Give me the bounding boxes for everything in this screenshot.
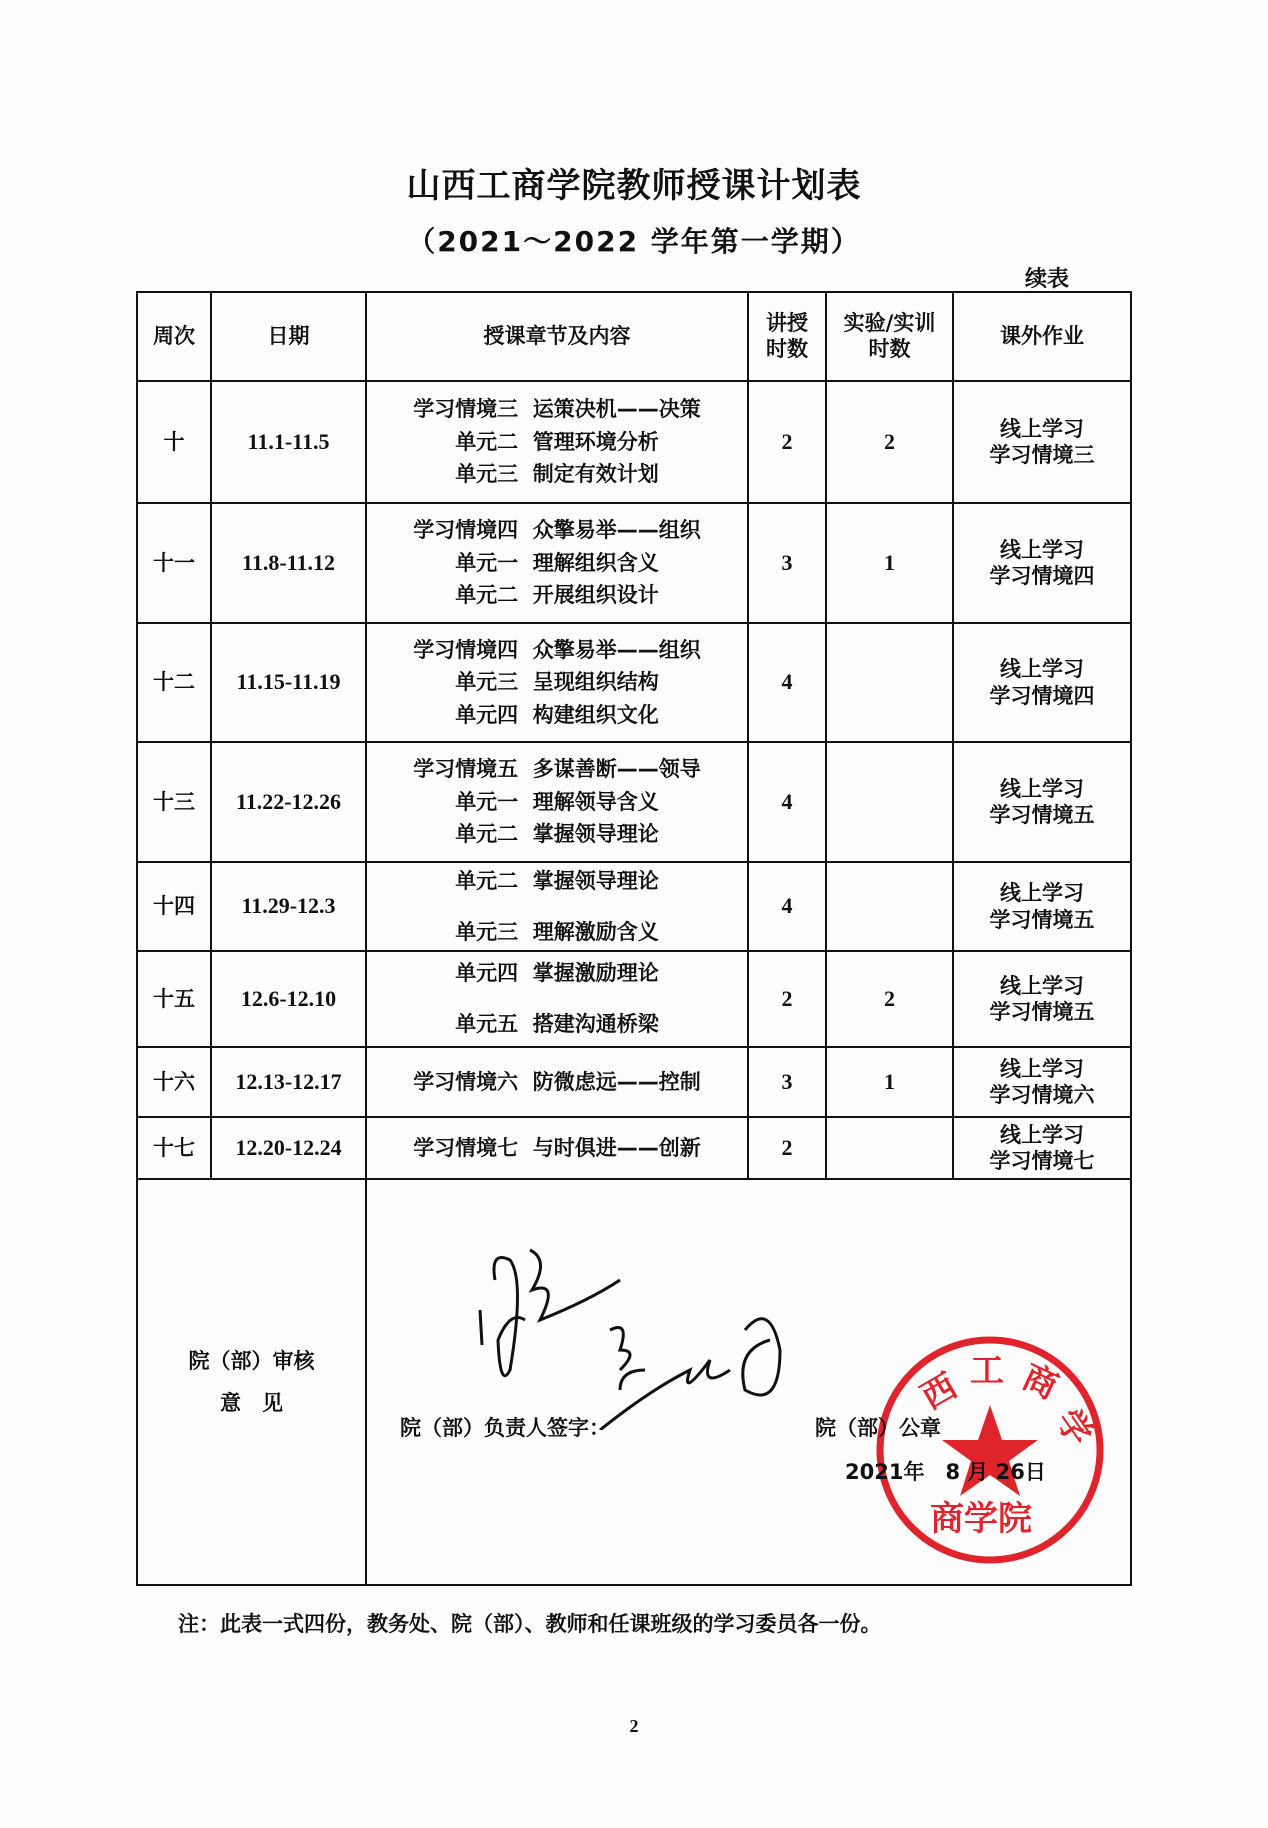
table-row bbox=[137, 623, 1131, 742]
content-line: 单元三 制定有效计划 bbox=[455, 462, 659, 487]
content-line: 单元五 搭建沟通桥梁 bbox=[455, 1012, 659, 1036]
date-cell: 12.6-12.10 bbox=[211, 951, 366, 1047]
table-row bbox=[137, 1047, 1131, 1117]
lab-hours-cell: 1 bbox=[826, 1047, 953, 1117]
content-line: 学习情境六 防微虑远——控制 bbox=[413, 1069, 701, 1094]
continued-label: 续表 bbox=[1025, 267, 1070, 292]
svg-text:西: 西 bbox=[914, 1366, 964, 1418]
homework-line: 学习情境五 bbox=[989, 907, 1095, 932]
homework-cell bbox=[953, 862, 1131, 951]
homework-line: 线上学习 bbox=[1000, 1056, 1084, 1081]
homework-line: 学习情境四 bbox=[989, 683, 1095, 708]
homework-line: 学习情境三 bbox=[989, 443, 1095, 467]
content-line: 单元三 呈现组织结构 bbox=[455, 670, 659, 695]
date-cell: 12.20-12.24 bbox=[211, 1117, 366, 1179]
header-lab-hours: 实验/实训 时数 bbox=[826, 292, 953, 381]
homework-line: 线上学习 bbox=[1000, 416, 1084, 441]
week-cell: 十六 bbox=[137, 1047, 211, 1117]
content-line: 单元一 理解组织含义 bbox=[455, 550, 659, 575]
week-cell: 十三 bbox=[137, 742, 211, 862]
header-row bbox=[137, 292, 1131, 381]
homework-line: 线上学习 bbox=[1000, 1122, 1084, 1147]
svg-text:商: 商 bbox=[1016, 1356, 1064, 1408]
lab-hours-cell bbox=[826, 862, 953, 951]
review-label bbox=[137, 1179, 366, 1585]
approval-date: 2021年 8 月 26日 bbox=[845, 1460, 1046, 1484]
footnote: 注：此表一式四份，教务处、院（部）、教师和任课班级的学习委员各一份。 bbox=[178, 1612, 882, 1636]
homework-cell bbox=[953, 381, 1131, 503]
lab-hours-cell bbox=[826, 623, 953, 742]
week-cell: 十二 bbox=[137, 623, 211, 742]
lab-hours-cell: 1 bbox=[826, 503, 953, 623]
content-line: 单元二 掌握领导理论 bbox=[455, 822, 659, 847]
content-line: 单元三 理解激励含义 bbox=[455, 919, 659, 944]
content-cell bbox=[366, 951, 748, 1047]
table-row bbox=[137, 862, 1131, 951]
table-row bbox=[137, 742, 1131, 862]
homework-line: 线上学习 bbox=[1000, 657, 1084, 682]
week-cell: 十七 bbox=[137, 1117, 211, 1179]
homework-line: 学习情境五 bbox=[989, 803, 1095, 827]
lecture-hours-cell: 4 bbox=[748, 623, 826, 742]
homework-cell bbox=[953, 951, 1131, 1047]
date-cell: 12.13-12.17 bbox=[211, 1047, 366, 1117]
lecture-hours-cell: 2 bbox=[748, 1117, 826, 1179]
table-row bbox=[137, 503, 1131, 623]
content-line: 单元二 掌握领导理论 bbox=[455, 868, 659, 893]
date-cell: 11.15-11.19 bbox=[211, 623, 366, 742]
homework-line: 学习情境四 bbox=[989, 564, 1095, 588]
table-row bbox=[137, 381, 1131, 503]
content-cell bbox=[366, 1117, 748, 1179]
homework-line: 线上学习 bbox=[1000, 973, 1084, 998]
table-row bbox=[137, 1117, 1131, 1179]
date-cell: 11.1-11.5 bbox=[211, 381, 366, 503]
homework-line: 线上学习 bbox=[1000, 776, 1084, 801]
content-line: 学习情境三 运策决机——决策 bbox=[413, 397, 701, 422]
lab-hours-cell bbox=[826, 742, 953, 862]
table-row bbox=[137, 951, 1131, 1047]
content-cell bbox=[366, 742, 748, 862]
lecture-hours-cell: 3 bbox=[748, 503, 826, 623]
semester-subtitle: （2021～2022 学年第一学期） bbox=[407, 225, 861, 258]
date-cell: 11.22-12.26 bbox=[211, 742, 366, 862]
lecture-hours-cell: 3 bbox=[748, 1047, 826, 1117]
content-line: 单元二 开展组织设计 bbox=[455, 583, 659, 608]
seal-label: 院（部）公章 bbox=[815, 1416, 941, 1440]
svg-text:工: 工 bbox=[970, 1351, 1004, 1391]
week-cell: 十五 bbox=[137, 951, 211, 1047]
lecture-hours-cell: 4 bbox=[748, 742, 826, 862]
content-cell bbox=[366, 1047, 748, 1117]
homework-cell bbox=[953, 503, 1131, 623]
review-label-line1: 院（部）审核 bbox=[188, 1349, 315, 1373]
header-content: 授课章节及内容 bbox=[366, 292, 748, 381]
lab-hours-cell: 2 bbox=[826, 381, 953, 503]
header-week: 周次 bbox=[137, 292, 211, 381]
week-cell: 十 bbox=[137, 381, 211, 503]
content-line: 单元四 构建组织文化 bbox=[455, 702, 659, 727]
homework-cell bbox=[953, 1047, 1131, 1117]
svg-text:学: 学 bbox=[1047, 1402, 1100, 1454]
content-line: 单元四 掌握激励理论 bbox=[455, 961, 659, 986]
homework-line: 学习情境七 bbox=[989, 1149, 1095, 1173]
review-label-line2: 意 见 bbox=[220, 1391, 283, 1415]
date-cell: 11.29-12.3 bbox=[211, 862, 366, 951]
week-cell: 十一 bbox=[137, 503, 211, 623]
page-number: 2 bbox=[629, 1716, 639, 1736]
homework-line: 线上学习 bbox=[1000, 881, 1084, 906]
lecture-hours-cell: 2 bbox=[748, 381, 826, 503]
official-seal bbox=[870, 1330, 1110, 1570]
content-line: 学习情境五 多谋善断——领导 bbox=[413, 757, 701, 782]
content-line: 学习情境七 与时俱进——创新 bbox=[413, 1135, 701, 1160]
homework-line: 学习情境六 bbox=[989, 1083, 1095, 1107]
lecture-hours-cell: 2 bbox=[748, 951, 826, 1047]
content-cell bbox=[366, 623, 748, 742]
homework-line: 线上学习 bbox=[1000, 537, 1084, 562]
content-line: 单元二 管理环境分析 bbox=[455, 429, 659, 454]
header-date: 日期 bbox=[211, 292, 366, 381]
handwritten-signature bbox=[470, 1220, 820, 1430]
week-cell: 十四 bbox=[137, 862, 211, 951]
lab-hours-cell bbox=[826, 1117, 953, 1179]
header-homework: 课外作业 bbox=[953, 292, 1131, 381]
lab-hours-cell: 2 bbox=[826, 951, 953, 1047]
date-cell: 11.8-11.12 bbox=[211, 503, 366, 623]
content-cell bbox=[366, 862, 748, 951]
content-line: 单元一 理解领导含义 bbox=[455, 789, 659, 814]
page-title: 山西工商学院教师授课计划表 bbox=[406, 166, 862, 206]
content-cell bbox=[366, 503, 748, 623]
content-line: 学习情境四 众擎易举——组织 bbox=[413, 518, 701, 543]
lecture-hours-cell: 4 bbox=[748, 862, 826, 951]
homework-cell bbox=[953, 623, 1131, 742]
content-cell bbox=[366, 381, 748, 503]
svg-text:商学院: 商学院 bbox=[930, 1499, 1032, 1539]
signature-label: 院（部）负责人签字： bbox=[400, 1416, 610, 1440]
homework-cell bbox=[953, 1117, 1131, 1179]
content-line: 学习情境四 众擎易举——组织 bbox=[413, 637, 701, 662]
homework-cell bbox=[953, 742, 1131, 862]
homework-line: 学习情境五 bbox=[989, 1000, 1095, 1024]
header-lecture-hours: 讲授 时数 bbox=[748, 292, 826, 381]
